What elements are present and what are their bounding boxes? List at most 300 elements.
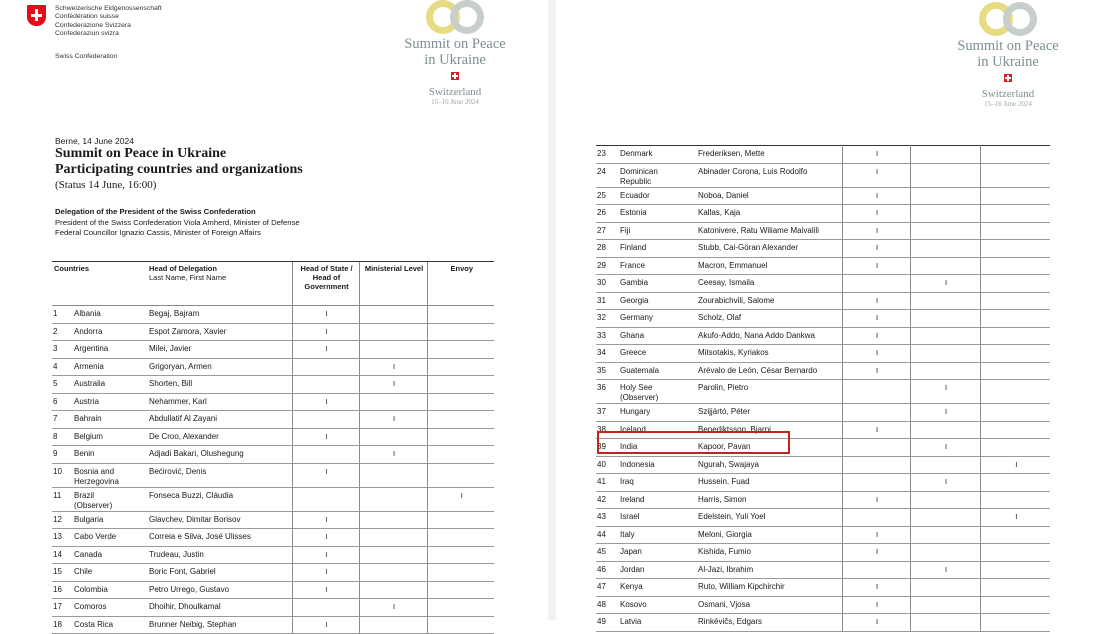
row-number: 12 (52, 511, 72, 529)
envoy-mark (980, 421, 1050, 439)
table-row (52, 306, 494, 324)
participants-table-right (596, 145, 1050, 632)
head-of-state-mark: I (842, 257, 910, 275)
head-of-delegation-cell: Frederiksen, Mette (696, 146, 842, 164)
ministerial-mark (359, 393, 427, 411)
table-row (596, 292, 1050, 310)
row-number: 16 (52, 581, 72, 599)
row-number: 40 (596, 456, 618, 474)
head-of-state-mark: I (842, 292, 910, 310)
head-of-state-mark: I (292, 616, 359, 634)
country-cell: Finland (618, 240, 696, 258)
row-number: 30 (596, 275, 618, 293)
row-number: 46 (596, 561, 618, 579)
row-number: 7 (52, 411, 72, 429)
ministerial-mark (910, 257, 980, 275)
head-of-state-mark: I (292, 511, 359, 529)
row-number: 36 (596, 380, 618, 404)
envoy-mark (427, 306, 494, 324)
ministerial-mark (359, 564, 427, 582)
ministerial-mark (910, 596, 980, 614)
table-body (52, 306, 494, 634)
table-row (596, 327, 1050, 345)
ministerial-mark: I (910, 380, 980, 404)
envoy-mark (980, 163, 1050, 187)
head-of-state-mark: I (292, 323, 359, 341)
head-of-delegation-cell: Dhoihir, Dhoulkamal (147, 599, 292, 617)
country-cell: Cabo Verde (72, 529, 147, 547)
envoy-mark (980, 561, 1050, 579)
table-row (596, 222, 1050, 240)
confederation-name (55, 5, 162, 38)
country-cell: Iceland (618, 421, 696, 439)
head-of-delegation-cell: Kapoor, Pavan (696, 439, 842, 457)
table-row (596, 362, 1050, 380)
head-of-state-mark (842, 456, 910, 474)
country-cell: Chile (72, 564, 147, 582)
row-number: 35 (596, 362, 618, 380)
row-number: 42 (596, 491, 618, 509)
table-row (52, 511, 494, 529)
country-cell: Japan (618, 544, 696, 562)
envoy-mark (980, 614, 1050, 632)
table-row (52, 599, 494, 617)
country-cell: Germany (618, 310, 696, 328)
head-of-state-mark: I (842, 327, 910, 345)
table-row (596, 596, 1050, 614)
head-of-state-mark: I (292, 463, 359, 487)
row-number: 24 (596, 163, 618, 187)
table-row (52, 393, 494, 411)
table-row (596, 163, 1050, 187)
ministerial-mark (910, 526, 980, 544)
envoy-mark (980, 205, 1050, 223)
ministerial-mark (910, 187, 980, 205)
ministerial-mark (910, 222, 980, 240)
row-number: 47 (596, 579, 618, 597)
head-of-state-mark (842, 439, 910, 457)
country-cell: Andorra (72, 323, 147, 341)
row-number: 31 (596, 292, 618, 310)
table-row (596, 614, 1050, 632)
envoy-mark (427, 529, 494, 547)
column-header-head-of-delegation: Head of Delegation Last Name, First Name (147, 262, 292, 306)
head-of-state-mark (842, 561, 910, 579)
envoy-mark (427, 428, 494, 446)
head-of-delegation-cell: Begaj, Bajram (147, 306, 292, 324)
ministerial-mark: I (359, 358, 427, 376)
head-of-state-mark: I (292, 306, 359, 324)
row-number: 26 (596, 205, 618, 223)
table-row (52, 529, 494, 547)
head-of-delegation-cell: Abinader Corona, Luis Rodolfo (696, 163, 842, 187)
document-title: Summit on Peace in Ukraine Participating countries and organizations (55, 146, 303, 177)
head-of-state-mark: I (842, 163, 910, 187)
head-of-state-mark (292, 487, 359, 511)
head-of-state-mark (292, 446, 359, 464)
ministerial-mark (359, 341, 427, 359)
head-of-state-mark: I (842, 421, 910, 439)
envoy-mark (427, 323, 494, 341)
summit-logo (938, 2, 1078, 109)
table-row (596, 404, 1050, 422)
ministerial-mark (910, 310, 980, 328)
table-row (596, 509, 1050, 527)
envoy-mark (427, 411, 494, 429)
ministerial-mark (910, 509, 980, 527)
head-of-delegation-cell: Harris, Simon (696, 491, 842, 509)
ministerial-mark (359, 487, 427, 511)
head-of-delegation-cell: Brunner Neibig, Stephan (147, 616, 292, 634)
participants-table-left (52, 261, 494, 634)
country-cell: Greece (618, 345, 696, 363)
ministerial-mark (910, 345, 980, 363)
ministerial-mark (910, 146, 980, 164)
head-of-delegation-cell: Arévalo de León, César Bernardo (696, 362, 842, 380)
table-row (596, 491, 1050, 509)
ministerial-mark: I (910, 561, 980, 579)
head-of-state-mark: I (292, 546, 359, 564)
row-number: 9 (52, 446, 72, 464)
summit-logo-dates: 15–16 June 2024 (984, 100, 1032, 108)
head-of-state-mark: I (292, 564, 359, 582)
delegation-line: Federal Councillor Ignazio Cassis, Minister of Foreign Affairs (55, 228, 261, 238)
head-of-state-mark: I (292, 581, 359, 599)
head-of-delegation-cell: Grigoryan, Armen (147, 358, 292, 376)
head-of-state-mark: I (842, 526, 910, 544)
column-header-envoy: Envoy (427, 262, 494, 306)
head-of-delegation-cell: Bećirović, Denis (147, 463, 292, 487)
ministerial-mark (910, 362, 980, 380)
head-of-delegation-cell: Al-Jazi, Ibrahim (696, 561, 842, 579)
confederation-line: Confédération suisse (55, 13, 119, 21)
delegation-heading: Delegation of the President of the Swiss Confederation (55, 207, 256, 216)
envoy-mark (980, 327, 1050, 345)
envoy-mark (980, 275, 1050, 293)
head-of-state-mark: I (842, 146, 910, 164)
table-row (52, 323, 494, 341)
column-header-countries: Countries (52, 262, 147, 306)
swiss-delegation (55, 207, 300, 239)
head-of-state-mark: I (842, 362, 910, 380)
row-number: 6 (52, 393, 72, 411)
country-cell: Georgia (618, 292, 696, 310)
ministerial-mark (910, 614, 980, 632)
head-of-state-mark: I (292, 393, 359, 411)
country-cell: Ecuador (618, 187, 696, 205)
row-number: 32 (596, 310, 618, 328)
confederation-line: Schweizerische Eidgenossenschaft (55, 5, 162, 12)
row-number: 41 (596, 474, 618, 492)
table-body (596, 146, 1050, 632)
row-number: 27 (596, 222, 618, 240)
country-cell: Comoros (72, 599, 147, 617)
country-cell: Armenia (72, 358, 147, 376)
summit-logo-title: Summit on Peace in Ukraine (404, 36, 506, 68)
country-cell: Ireland (618, 491, 696, 509)
head-of-state-mark (292, 599, 359, 617)
head-of-delegation-cell: Mitsotakis, Kyriakos (696, 345, 842, 363)
table-row (596, 187, 1050, 205)
table-row (596, 310, 1050, 328)
table-row (52, 564, 494, 582)
ministerial-mark: I (359, 411, 427, 429)
head-of-state-mark (292, 411, 359, 429)
envoy-mark (980, 474, 1050, 492)
head-of-delegation-cell: Akufo-Addo, Nana Addo Dankwa (696, 327, 842, 345)
head-of-delegation-cell: Rinkēvičs, Edgars (696, 614, 842, 632)
table-row (596, 146, 1050, 164)
envoy-mark: I (980, 456, 1050, 474)
row-number: 29 (596, 257, 618, 275)
head-of-delegation-cell: Fonseca Buzzi, Cláudia (147, 487, 292, 511)
head-of-delegation-cell: Edelstein, Yuli Yoel (696, 509, 842, 527)
ministerial-mark (910, 240, 980, 258)
row-number: 28 (596, 240, 618, 258)
country-cell: Canada (72, 546, 147, 564)
head-of-delegation-cell: Zourabichvili, Salome (696, 292, 842, 310)
row-number: 45 (596, 544, 618, 562)
head-of-delegation-cell: Scholz, Olaf (696, 310, 842, 328)
table-row (52, 411, 494, 429)
summit-rings-icon (977, 2, 1039, 38)
country-cell: Fiji (618, 222, 696, 240)
table-row (52, 463, 494, 487)
country-cell: Iraq (618, 474, 696, 492)
head-of-delegation-cell: De Croo, Alexander (147, 428, 292, 446)
summit-logo-title: Summit on Peace in Ukraine (957, 38, 1059, 70)
country-cell: Bulgaria (72, 511, 147, 529)
country-cell: Brazil (Observer) (72, 487, 147, 511)
head-of-state-mark (842, 380, 910, 404)
envoy-mark (980, 240, 1050, 258)
country-cell: Denmark (618, 146, 696, 164)
envoy-mark (980, 526, 1050, 544)
confederation-line: Confederazione Svizzera (55, 21, 131, 29)
head-of-delegation-cell: Abdullatif Al Zayani (147, 411, 292, 429)
ministerial-mark: I (359, 376, 427, 394)
row-number: 18 (52, 616, 72, 634)
country-cell: Bahrain (72, 411, 147, 429)
table-row (596, 544, 1050, 562)
page-gutter (548, 0, 556, 620)
ministerial-mark (910, 579, 980, 597)
head-of-state-mark: I (842, 579, 910, 597)
table-row (52, 546, 494, 564)
head-of-delegation-cell: Stubb, Cai-Göran Alexander (696, 240, 842, 258)
table-row (596, 345, 1050, 363)
country-cell: Dominican Republic (618, 163, 696, 187)
row-number: 2 (52, 323, 72, 341)
ministerial-mark (910, 163, 980, 187)
country-cell: Austria (72, 393, 147, 411)
country-cell: Ghana (618, 327, 696, 345)
head-of-delegation-cell: Macron, Emmanuel (696, 257, 842, 275)
envoy-mark (427, 463, 494, 487)
country-cell: Holy See (Observer) (618, 380, 696, 404)
row-number: 8 (52, 428, 72, 446)
row-number: 34 (596, 345, 618, 363)
row-number: 43 (596, 509, 618, 527)
row-number: 3 (52, 341, 72, 359)
envoy-mark (427, 546, 494, 564)
row-number: 25 (596, 187, 618, 205)
envoy-mark (427, 616, 494, 634)
left-page (0, 0, 548, 629)
confederation-short-name: Swiss Confederation (55, 53, 118, 60)
head-of-state-mark (842, 509, 910, 527)
envoy-mark (980, 579, 1050, 597)
head-of-delegation-cell: Kishida, Fumio (696, 544, 842, 562)
country-cell: Bosnia and Herzegovina (72, 463, 147, 487)
row-number: 44 (596, 526, 618, 544)
row-number: 48 (596, 596, 618, 614)
confederation-line: Confederaziun svizra (55, 29, 119, 37)
table-row (596, 380, 1050, 404)
ministerial-mark (359, 323, 427, 341)
table-row (52, 376, 494, 394)
envoy-mark (980, 439, 1050, 457)
head-of-state-mark (292, 358, 359, 376)
ministerial-mark (910, 292, 980, 310)
envoy-mark (427, 599, 494, 617)
row-number: 17 (52, 599, 72, 617)
table-row (52, 487, 494, 511)
envoy-mark (980, 380, 1050, 404)
swiss-flag-icon (1004, 74, 1012, 82)
ministerial-mark: I (910, 404, 980, 422)
envoy-mark (427, 581, 494, 599)
head-of-delegation-cell: Trudeau, Justin (147, 546, 292, 564)
head-of-delegation-cell: Boric Font, Gabriel (147, 564, 292, 582)
row-number: 13 (52, 529, 72, 547)
head-of-delegation-cell: Adjadi Bakari, Olushegung (147, 446, 292, 464)
summit-rings-icon (424, 0, 486, 36)
ministerial-mark (910, 544, 980, 562)
table-row (52, 581, 494, 599)
envoy-mark (427, 393, 494, 411)
envoy-mark (980, 491, 1050, 509)
envoy-mark (980, 146, 1050, 164)
ministerial-mark: I (359, 446, 427, 464)
document-date: Berne, 14 June 2024 (55, 136, 134, 146)
country-cell: Kosovo (618, 596, 696, 614)
head-of-delegation-cell: Katonivere, Ratu Wiliame Maivalili (696, 222, 842, 240)
row-number: 14 (52, 546, 72, 564)
row-number: 10 (52, 463, 72, 487)
country-cell: Costa Rica (72, 616, 147, 634)
head-of-delegation-cell: Meloni, Giorgia (696, 526, 842, 544)
head-of-delegation-cell: Shorten, Bill (147, 376, 292, 394)
head-of-delegation-cell: Ceesay, Ismaila (696, 275, 842, 293)
country-cell: Australia (72, 376, 147, 394)
country-cell: Gambia (618, 275, 696, 293)
ministerial-mark (359, 463, 427, 487)
table-row (52, 446, 494, 464)
row-number: 38 (596, 421, 618, 439)
country-cell: Estonia (618, 205, 696, 223)
ministerial-mark: I (910, 275, 980, 293)
table-row (596, 526, 1050, 544)
head-of-state-mark (842, 474, 910, 492)
swiss-flag-icon (451, 72, 459, 80)
head-of-state-mark: I (842, 187, 910, 205)
country-cell: Israel (618, 509, 696, 527)
envoy-mark (980, 345, 1050, 363)
table-row (596, 257, 1050, 275)
ministerial-mark (359, 529, 427, 547)
row-number: 11 (52, 487, 72, 511)
country-cell: Belgium (72, 428, 147, 446)
country-cell: Guatemala (618, 362, 696, 380)
envoy-mark (980, 596, 1050, 614)
envoy-mark (427, 446, 494, 464)
envoy-mark (980, 257, 1050, 275)
table-row (52, 341, 494, 359)
envoy-mark (980, 222, 1050, 240)
ministerial-mark (910, 456, 980, 474)
row-number: 5 (52, 376, 72, 394)
table-row (596, 275, 1050, 293)
ministerial-mark (359, 428, 427, 446)
row-number: 4 (52, 358, 72, 376)
envoy-mark: I (980, 509, 1050, 527)
head-of-delegation-cell: Glavchev, Dimitar Borisov (147, 511, 292, 529)
head-of-state-mark: I (842, 222, 910, 240)
column-header-ministerial: Ministerial Level (359, 262, 427, 306)
envoy-mark (427, 511, 494, 529)
ministerial-mark (359, 306, 427, 324)
country-cell: Hungary (618, 404, 696, 422)
head-of-state-mark: I (292, 428, 359, 446)
head-of-state-mark (842, 275, 910, 293)
row-number: 15 (52, 564, 72, 582)
envoy-mark (427, 341, 494, 359)
country-cell: Latvia (618, 614, 696, 632)
row-number: 23 (596, 146, 618, 164)
swiss-coat-of-arms-icon (27, 5, 46, 26)
country-cell: Argentina (72, 341, 147, 359)
country-cell: Benin (72, 446, 147, 464)
ministerial-mark: I (359, 599, 427, 617)
summit-logo-dates: 15–16 June 2024 (431, 98, 479, 106)
head-of-state-mark: I (292, 341, 359, 359)
envoy-mark (980, 544, 1050, 562)
ministerial-mark (359, 616, 427, 634)
envoy-mark (980, 310, 1050, 328)
ministerial-mark (359, 581, 427, 599)
table-row (52, 616, 494, 634)
envoy-mark (427, 564, 494, 582)
ministerial-mark (910, 327, 980, 345)
envoy-mark (980, 187, 1050, 205)
country-cell: Indonesia (618, 456, 696, 474)
envoy-mark (980, 292, 1050, 310)
country-cell: Kenya (618, 579, 696, 597)
ministerial-mark (359, 546, 427, 564)
head-of-state-mark: I (842, 345, 910, 363)
summit-logo (385, 0, 525, 107)
head-of-delegation-cell: Espot Zamora, Xavier (147, 323, 292, 341)
head-of-state-mark: I (842, 491, 910, 509)
ministerial-mark: I (910, 474, 980, 492)
head-of-delegation-cell: Milei, Javier (147, 341, 292, 359)
ministerial-mark (910, 421, 980, 439)
summit-logo-country: Switzerland (981, 88, 1035, 100)
ministerial-mark: I (910, 439, 980, 457)
head-of-state-mark: I (292, 529, 359, 547)
envoy-mark (427, 358, 494, 376)
